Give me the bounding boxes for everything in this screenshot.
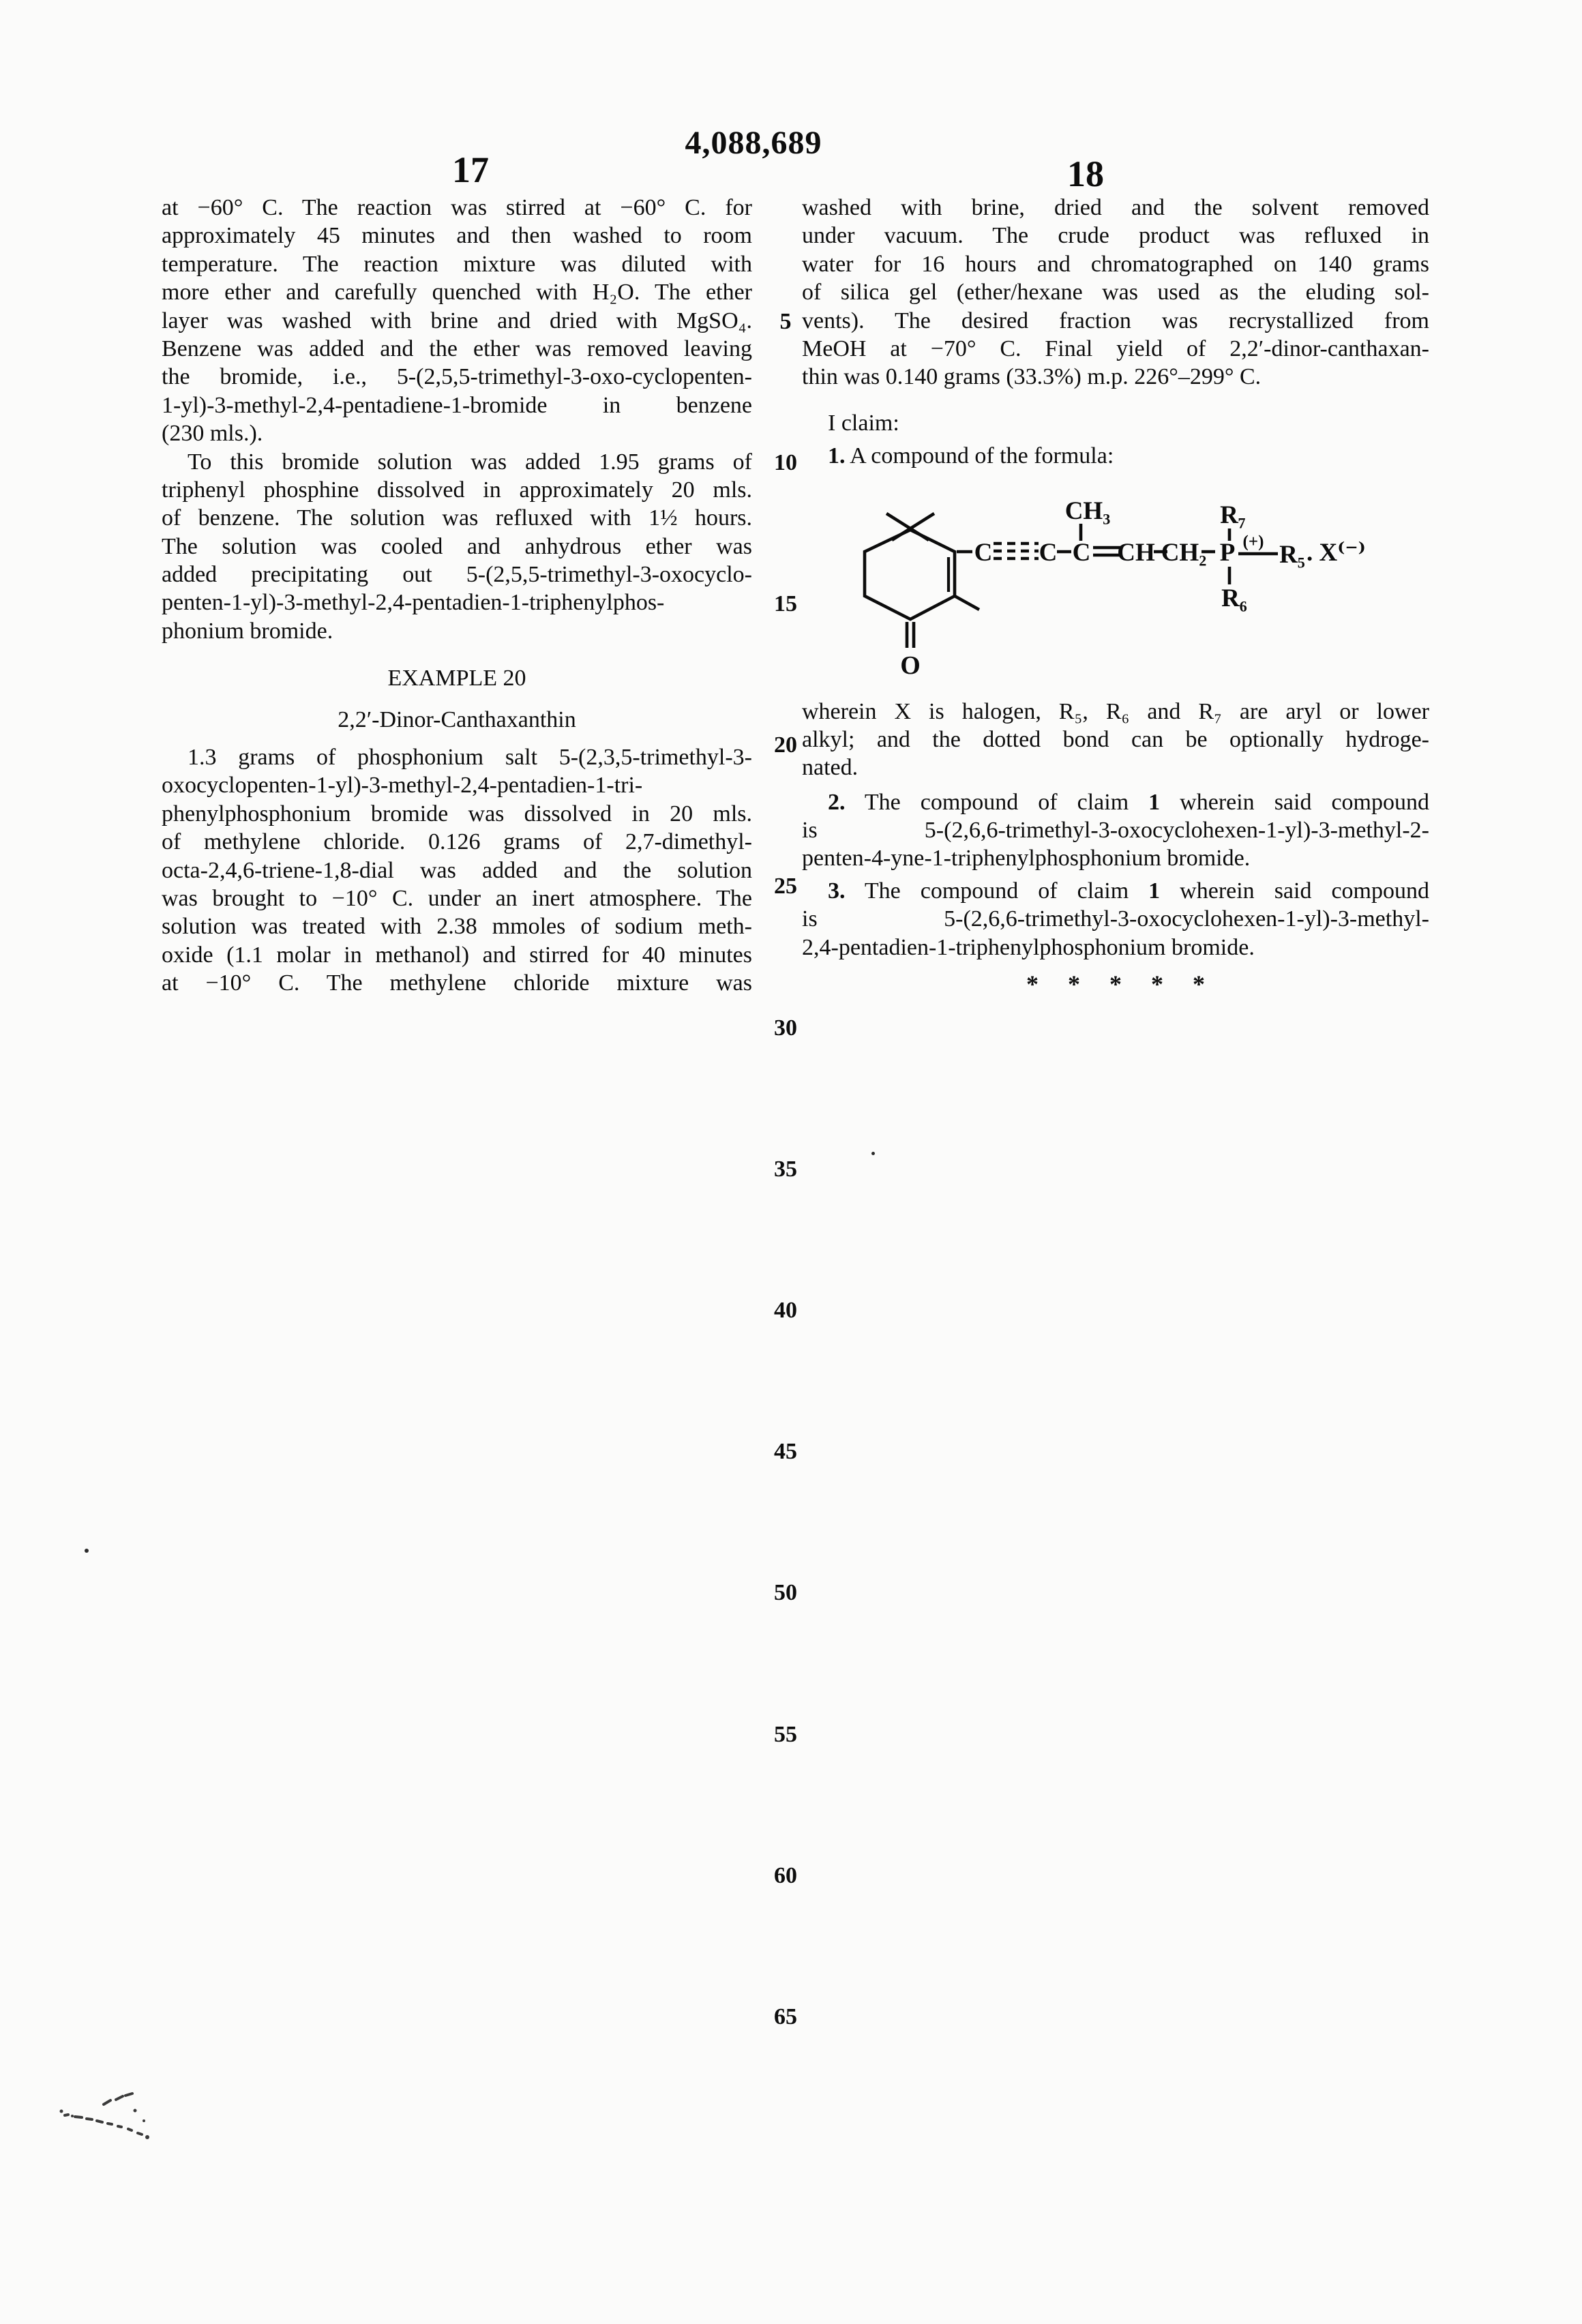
left-text-column — [162, 194, 752, 998]
text-line: To this bromide solution was added 1.95 grams of — [188, 449, 752, 475]
claim-3 — [802, 877, 1429, 962]
gem-dimethyl-bond — [892, 513, 934, 540]
line-number-marker: 5 — [779, 309, 792, 334]
claim-1-wherein-clause — [802, 698, 1429, 782]
text-line: nated. — [802, 755, 859, 781]
anion-label: . X⁽⁻⁾ — [1307, 538, 1366, 567]
text-line: 1-yl)-3-methyl-2,4-pentadiene-1-bromide in benzene — [162, 392, 752, 418]
text-line: the bromide, i.e., 5-(2,5,5-trimethyl-3-oxo-cyclopenten- — [162, 364, 752, 390]
text-line: phonium bromide. — [162, 618, 333, 644]
text-line: is 5-(2,6,6-trimethyl-3-oxocyclohexen-1-yl)-3-methyl-2- — [802, 818, 1429, 844]
text-line: I claim: — [828, 410, 899, 436]
chemical-structure-formula — [802, 471, 1429, 696]
line-number-marker: 40 — [774, 1298, 797, 1323]
r7-label: R₇ — [1220, 501, 1246, 529]
ch-label: CH — [1117, 538, 1155, 567]
text-line: The solution was cooled and anhydrous ether was — [162, 533, 752, 559]
scan-speck — [871, 1152, 875, 1155]
text-line: oxocyclopenten-1-yl)-3-methyl-2,4-pentadien-1-tri- — [162, 773, 643, 799]
text-line: Benzene was added and the ether was removed leaving — [162, 336, 752, 361]
carbon-label: C — [1039, 538, 1058, 567]
text-line: vents). The desired fraction was recrystallized from — [802, 308, 1429, 333]
example-20-subheading: 2,2′-Dinor-Canthaxanthin — [338, 706, 576, 732]
ch2-label: CH₂ — [1161, 538, 1207, 567]
text-line: more ether and carefully quenched with H₂O. The ether — [162, 280, 752, 306]
handwritten-scribble — [55, 2080, 170, 2145]
end-of-claims-stars: * * * * * — [1026, 970, 1205, 998]
text-line: solution was treated with 2.38 mmoles of sodium meth- — [162, 914, 752, 940]
scan-speck — [85, 1549, 89, 1553]
text-line: oxide (1.1 molar in methanol) and stirred for 40 minutes — [162, 942, 752, 968]
text-line: penten-1-yl)-3-methyl-2,4-pentadien-1-triphenylphos- — [162, 590, 665, 616]
ketone-oxygen-label: O — [900, 651, 921, 680]
text-line: at −10° C. The methylene chloride mixture was — [162, 970, 752, 996]
carbon-label: C — [1072, 538, 1091, 567]
i-claim-line — [802, 409, 1429, 437]
paragraph-bromide-solution — [162, 448, 752, 646]
cyclohexenone-ring — [865, 513, 979, 648]
paragraph-workup — [802, 194, 1429, 391]
text-line: at −60° C. The reaction was stirred at −60° C. for — [162, 195, 752, 220]
line-number-marker: 50 — [774, 1580, 797, 1605]
text-line: octa-2,4,6-triene-1,8-dial was added and the solution — [162, 857, 752, 883]
text-line: 1.3 grams of phosphonium salt 5-(2,3,5-trimethyl-3- — [188, 745, 752, 771]
text-line: layer was washed with brine and dried with MgSO₄. — [162, 308, 752, 333]
r5-label: R₅ — [1279, 540, 1305, 569]
text-line: alkyl; and the dotted bond can be optionally hydroge- — [802, 726, 1429, 752]
text-line: is 5-(2,6,6-trimethyl-3-oxocyclohexen-1-yl)-3-methyl- — [802, 906, 1429, 932]
text-line: 2. The compound of claim 1 wherein said compound — [828, 789, 1430, 815]
text-line: thin was 0.140 grams (33.3%) m.p. 226°–299° C. — [802, 364, 1262, 390]
text-line: 3. The compound of claim 1 wherein said compound — [828, 878, 1430, 904]
line-number-marker: 55 — [774, 1722, 797, 1747]
text-line: 2,4-pentadien-1-triphenylphosphonium bromide. — [802, 934, 1255, 960]
paragraph-continuation — [162, 194, 752, 448]
line-number-marker: 25 — [774, 874, 797, 899]
carbon-label: C — [974, 538, 993, 567]
phosphorus-label: P — [1219, 538, 1236, 567]
text-line: MeOH at −70° C. Final yield of 2,2′-dinor-canthaxan- — [802, 336, 1429, 361]
line-number-marker: 35 — [774, 1157, 797, 1182]
text-line: (230 mls.). — [162, 421, 263, 447]
text-line: washed with brine, dried and the solvent removed — [802, 195, 1429, 220]
example-20-heading: EXAMPLE 20 — [387, 666, 526, 691]
text-line: wherein X is halogen, R₅, R₆ and R₇ are aryl or lower — [802, 698, 1429, 724]
line-number-marker: 15 — [774, 591, 797, 616]
text-line: penten-4-yne-1-triphenylphosphonium bromide. — [802, 846, 1251, 872]
text-line: was brought to −10° C. under an inert atmosphere. The — [162, 885, 752, 911]
text-line: phenylphosphonium bromide was dissolved in 20 mls. — [162, 801, 752, 826]
text-line: temperature. The reaction mixture was diluted with — [162, 251, 752, 277]
line-number-marker: 45 — [774, 1439, 797, 1464]
text-line: of methylene chloride. 0.126 grams of 2,7-dimethyl- — [162, 829, 752, 855]
text-line: of silica gel (ether/hexane was used as the eluding sol- — [802, 280, 1429, 306]
text-line: triphenyl phosphine dissolved in approximately 20 mls. — [162, 477, 752, 503]
line-number-marker: 30 — [774, 1015, 797, 1041]
claim-2 — [802, 788, 1429, 873]
column-number-18: 18 — [1067, 153, 1104, 194]
paragraph-example-20-body — [162, 743, 752, 998]
text-line: approximately 45 minutes and then washed to room — [162, 223, 752, 249]
text-line: 1. A compound of the formula: — [828, 443, 1114, 469]
line-number-marker: 60 — [774, 1863, 797, 1888]
line-number-marker: 65 — [774, 2004, 797, 2029]
ring-methyl-bond — [955, 596, 979, 610]
line-number-marker: 10 — [774, 450, 797, 475]
text-line: water for 16 hours and chromatographed on 140 grams — [802, 251, 1429, 277]
right-text-column — [802, 194, 1429, 998]
text-line: added precipitating out 5-(2,5,5-trimethyl-3-oxocyclo- — [162, 562, 752, 588]
patent-number: 4,088,689 — [685, 125, 822, 161]
line-number-marker: 20 — [774, 732, 797, 758]
column-number-17: 17 — [452, 149, 489, 190]
claim-1-lead — [802, 442, 1429, 470]
methyl-group-label: CH₃ — [1064, 496, 1111, 525]
text-line: of benzene. The solution was refluxed with 1½ hours. — [162, 505, 752, 531]
text-line: under vacuum. The crude product was refluxed in — [802, 223, 1429, 249]
r6-label: R₆ — [1221, 584, 1247, 612]
gem-dimethyl-bond — [886, 513, 929, 540]
positive-charge-label: (+) — [1242, 532, 1264, 551]
